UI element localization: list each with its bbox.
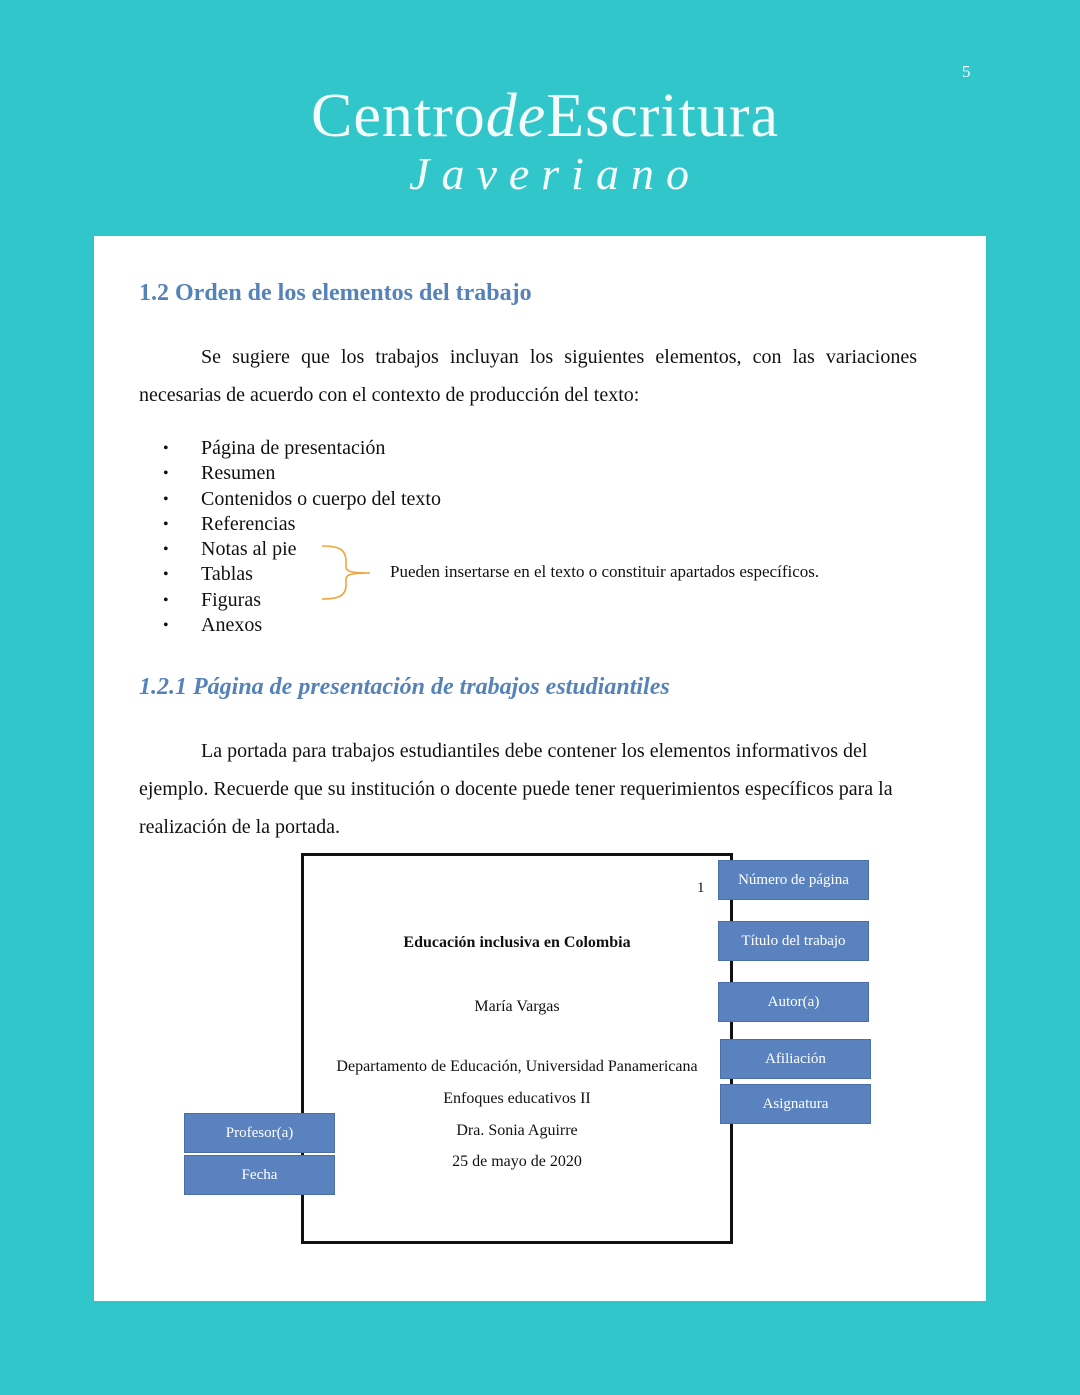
cover-page-number: 1 bbox=[697, 880, 705, 896]
label-page-number: Número de página bbox=[718, 860, 869, 900]
logo-text-de: de bbox=[485, 82, 547, 150]
cover-course: Enfoques educativos II bbox=[443, 1090, 591, 1107]
logo-text-centro: Centro bbox=[310, 82, 486, 150]
section-heading: 1.2 Orden de los elementos del trabajo bbox=[139, 280, 532, 306]
bullet-icon: • bbox=[163, 591, 169, 609]
logo-text-escritura: Escritura bbox=[546, 82, 780, 150]
label-affiliation: Afiliación bbox=[720, 1039, 871, 1079]
list-item-text: Resumen bbox=[201, 462, 276, 485]
bullet-icon: • bbox=[163, 515, 169, 533]
cover-page-example bbox=[301, 853, 733, 1244]
list-item-text: Página de presentación bbox=[201, 437, 386, 459]
label-date: Fecha bbox=[184, 1155, 335, 1195]
document-sheet bbox=[94, 236, 986, 1301]
page-number: 5 bbox=[962, 62, 971, 81]
list-item bbox=[139, 613, 441, 638]
list-item bbox=[139, 461, 441, 486]
subsection-heading: 1.2.1 Página de presentación de trabajos estudiantiles bbox=[139, 674, 670, 700]
list-item bbox=[139, 436, 441, 461]
bullet-icon: • bbox=[163, 541, 169, 559]
intro-paragraph bbox=[139, 338, 917, 414]
list-item-text: Tablas bbox=[201, 563, 253, 586]
list-item-text: Anexos bbox=[201, 614, 263, 637]
elements-list bbox=[139, 436, 441, 638]
cover-professor: Dra. Sonia Aguirre bbox=[456, 1122, 578, 1139]
label-course: Asignatura bbox=[720, 1084, 871, 1124]
list-item bbox=[139, 537, 441, 562]
bullet-icon: • bbox=[163, 440, 169, 457]
bullet-icon: • bbox=[163, 465, 169, 483]
bullet-icon: • bbox=[163, 617, 169, 635]
list-item-text: Referencias bbox=[201, 512, 296, 535]
bullet-icon: • bbox=[163, 566, 169, 584]
label-author: Autor(a) bbox=[718, 982, 869, 1022]
list-item-text: Contenidos o cuerpo del texto bbox=[201, 487, 441, 510]
logo-text-javeriano: Javeriano bbox=[409, 148, 701, 199]
list-item bbox=[139, 512, 441, 537]
bullet-icon: • bbox=[163, 490, 169, 508]
list-item-text: Figuras bbox=[201, 588, 261, 611]
centro-de-escritura-logo bbox=[300, 80, 790, 199]
cover-paragraph-text: La portada para trabajos estudiantiles debe contener los elementos informativos del ejemplo. Recuerde que su institución o docente puede tener requerimientos específicos para la realización de la portada. bbox=[139, 740, 893, 838]
list-item-text: Notas al pie bbox=[201, 538, 297, 561]
cover-date: 25 de mayo de 2020 bbox=[452, 1153, 582, 1170]
cover-paragraph bbox=[139, 732, 917, 846]
curly-brace-icon bbox=[320, 543, 376, 601]
list-item bbox=[139, 588, 441, 613]
cover-affiliation: Departamento de Educación, Universidad Panamericana bbox=[336, 1058, 698, 1075]
label-title: Título del trabajo bbox=[718, 921, 869, 961]
list-item bbox=[139, 487, 441, 512]
label-professor: Profesor(a) bbox=[184, 1113, 335, 1153]
intro-text: Se sugiere que los trabajos incluyan los siguientes elementos, con las variaciones necesarias de acuerdo con el contexto de producción del texto: bbox=[139, 346, 917, 406]
cover-author: María Vargas bbox=[474, 998, 560, 1015]
brace-note: Pueden insertarse en el texto o constituir apartados específicos. bbox=[390, 562, 820, 581]
cover-title: Educación inclusiva en Colombia bbox=[403, 934, 631, 951]
